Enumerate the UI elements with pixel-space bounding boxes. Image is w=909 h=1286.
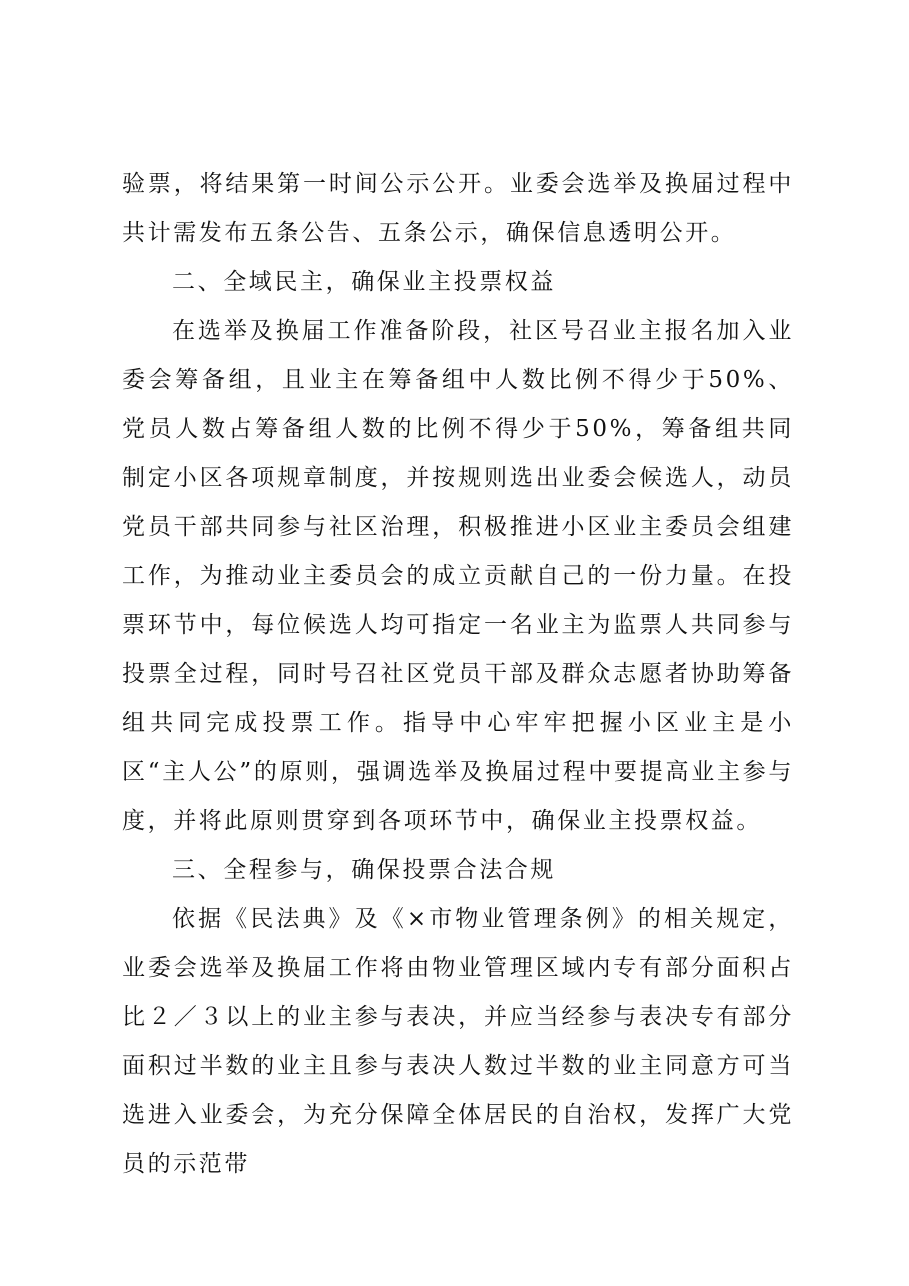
section-heading-2: 二、全域民主，确保业主投票权益 bbox=[172, 269, 556, 295]
paragraph-continuation: 验票，将结果第一时间公示公开。业委会选举及换届过程中共计需发布五条公告、五条公示，确保信息透明公开。 bbox=[122, 171, 794, 246]
section-heading-3: 三、全程参与，确保投票合法合规 bbox=[172, 857, 556, 883]
paragraph-section-2: 在选举及换届工作准备阶段，社区号召业主报名加入业委会筹备组，且业主在筹备组中人数比例不得少于50%、党员人数占筹备组人数的比例不得少于50%，筹备组共同制定小区各项规章制度，并按规则选出业委会候选人，动员党员干部共同参与社区治理，积极推进小区业主委员会组建工作，为推动业主委员会的成立贡献自己的一份力量。在投票环节中，每位候选人均可指定一名业主为监票人共同参与投票全过程，同时号召社区党员干部及群众志愿者协助筹备组共同完成投票工作。指导中心牢牢把握小区业主是小区“主人公”的原则，强调选举及换届过程中要提高业主参与度，并将此原则贯穿到各项环节中，确保业主投票权益。 bbox=[122, 318, 794, 834]
paragraph-section-3: 依据《民法典》及《×市物业管理条例》的相关规定，业委会选举及换届工作将由物业管理区域内专有部分面积占比２／３以上的业主参与表决，并应当经参与表决专有部分面积过半数的业主且参与表决人数过半数的业主同意方可当选进入业委会，为充分保障全体居民的自治权，发挥广大党员的示范带 bbox=[122, 906, 794, 1177]
document-body bbox=[122, 160, 794, 1189]
